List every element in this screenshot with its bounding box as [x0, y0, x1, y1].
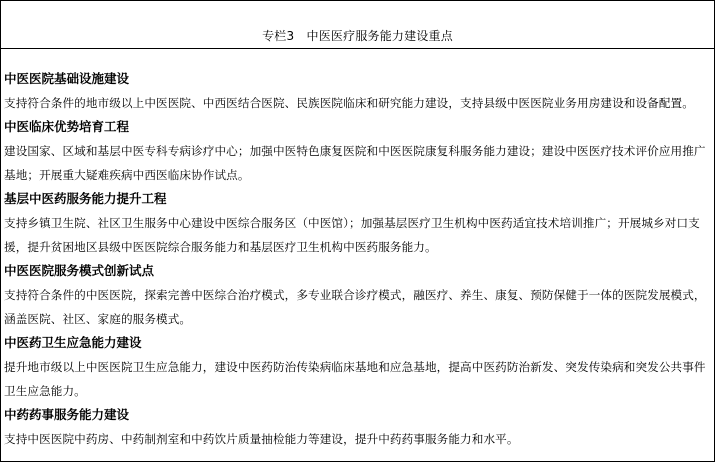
section-text: 支持符合条件的中医医院，探索完善中医综合治疗模式，多专业联合诊疗模式，融医疗、养生、康复、预防保健于一体的医院发展模式，涵盖医院、社区、家庭的服务模式。	[4, 288, 706, 326]
section-clinical-advantage	[4, 115, 714, 187]
section-text: 支持乡镇卫生院、社区卫生服务中心建设中医综合服务区（中医馆）；加强基层医疗卫生机构中医药适宜技术培训推广；开展城乡对口支援，提升贫困地区县级中医医院综合服务能力和基层医疗卫生机构中医药服务能力。	[4, 216, 700, 254]
section-heading: 中药药事服务能力建设	[4, 407, 130, 422]
section-heading: 中医医院服务模式创新试点	[4, 263, 155, 278]
section-infrastructure	[4, 67, 714, 115]
box-title: 专栏3 中医医疗服务能力建设重点	[262, 29, 453, 43]
section-text: 支持中医医院中药房、中药制剂室和中药饮片质量抽检能力等建设，提升中药药事服务能力和水平。	[4, 432, 519, 446]
section-grassroots-service	[4, 187, 714, 259]
section-heading: 中医医院基础设施建设	[4, 71, 130, 86]
title-row	[1, 1, 714, 49]
section-text: 支持符合条件的地市级以上中医医院、中西医结合医院、民族医院临床和研究能力建设，支持县级中医医院业务用房建设和设备配置。	[4, 96, 694, 110]
section-pharmacy	[4, 403, 714, 451]
section-text: 建设国家、区域和基层中医专科专病诊疗中心；加强中医特色康复医院和中医医院康复科服务能力建设；建设中医医疗技术评价应用推广基地；开展重大疑难疾病中西医临床协作试点。	[4, 144, 706, 182]
section-heading: 基层中医药服务能力提升工程	[4, 191, 167, 206]
section-emergency	[4, 331, 714, 403]
section-heading: 中医药卫生应急能力建设	[4, 335, 142, 350]
section-text: 提升地市级以上中医医院卫生应急能力，建设中医药防治传染病临床基地和应急基地，提高中医药防治新发、突发传染病和突发公共事件卫生应急能力。	[4, 360, 706, 398]
box-content	[1, 49, 714, 451]
section-service-model	[4, 259, 714, 331]
section-heading: 中医临床优势培育工程	[4, 119, 130, 134]
